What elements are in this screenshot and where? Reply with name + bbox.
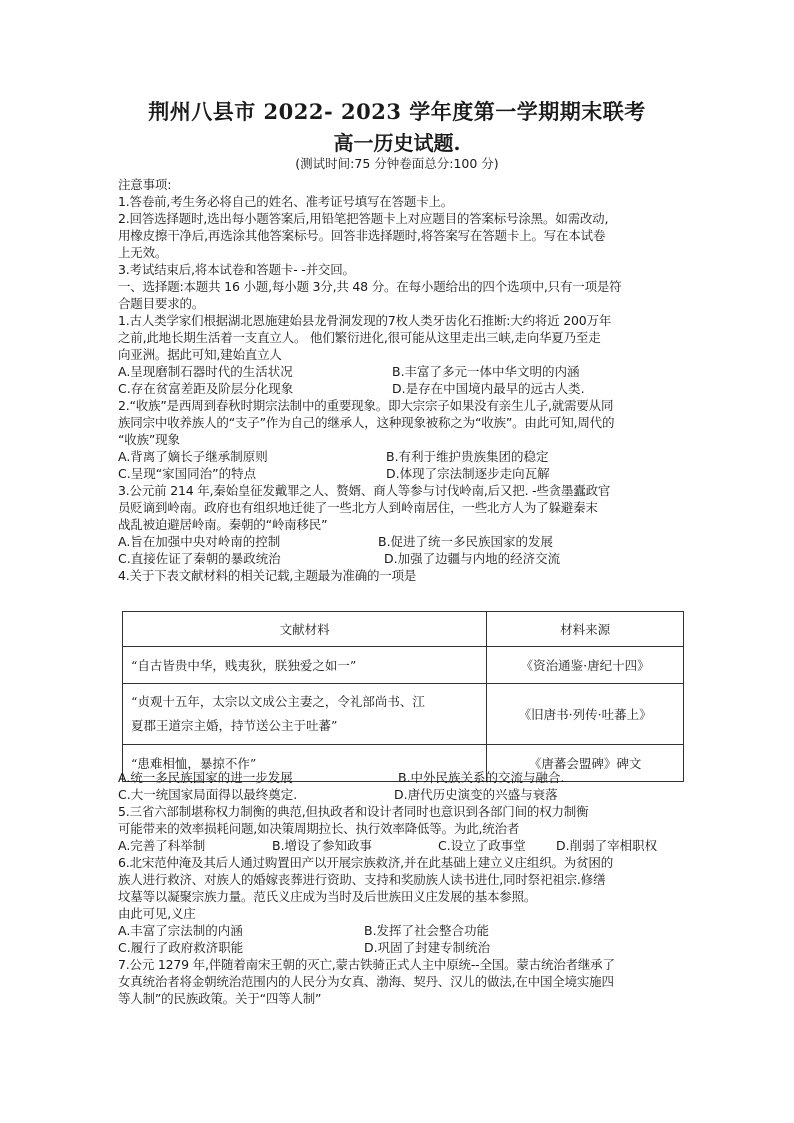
source-table (122, 611, 684, 782)
question-stem: 等人制”的民族政策。关于“四等人制” (118, 991, 322, 1006)
note-line: 用橡皮擦干净后,再选涂其他答案标号。回答非选择题时,将答案写在答题卡上。写在本试卷 (118, 228, 606, 243)
option-d: D.巩固了封建专制统治 (364, 940, 491, 955)
table-cell-line: “贞观十五年，太宗以文成公主妻之，令礼部尚书、江 (131, 694, 425, 709)
question-stem: 族同宗中收养族人的“支子”作为自己的继承人，这种现象被称之为“收族”。由此可知,周代的 (118, 415, 615, 430)
option-d: D.体现了宗法制逐步走向瓦解 (386, 466, 550, 481)
option-c: C.履行了政府救济职能 (118, 940, 244, 955)
option-c: C.呈现“家国同治”的特点 (118, 466, 257, 481)
option-a: A.旨在加强中央对岭南的控制 (118, 534, 281, 549)
option-c: C.直接佐证了秦朝的暴政统治 (118, 551, 281, 566)
table-cell: 《唐蕃会盟碑》碑文 (487, 745, 684, 782)
question-stem: 之前,此地长期生活着一支直立人。 他们繁衍进化,很可能从这里走出三峡,走向华夏乃至走 (118, 330, 601, 345)
table-cell: “患难相恤，暴掠不作” (123, 745, 487, 782)
option-d: D.唐代历史演变的兴盛与衰落 (394, 787, 558, 802)
exam-subtitle: 高一历史试题. (333, 131, 461, 155)
table-header-row (123, 612, 684, 647)
option-d: D.是存在中国境内最早的远古人类. (392, 381, 585, 396)
question-stem: 1.古人类学家们根据湖北恩施建始县龙骨洞发现的7枚人类牙齿化石推断:大约将近 200万年 (118, 313, 612, 328)
option-d: D.加强了边疆与内地的经济交流 (384, 551, 561, 566)
table-row (123, 684, 684, 745)
option-b: B.中外民族关系的交流与融合. (398, 770, 565, 785)
question-stem: 坟墓等以凝聚宗族力量。范氏义庄成为当时及后世族田义庄发展的基本参照。 (118, 889, 537, 904)
table-cell: “自古皆贵中华，贱夷狄，朕独爱之如一” (123, 647, 487, 684)
question-stem: 可能带来的效率损耗问题,如决策周期拉长、执行效率降低等。为此,统治者 (118, 821, 520, 836)
exam-title: 荆州八县市 2022- 2023 学年度第一学期期末联考 (148, 99, 646, 124)
table-cell: 《资治通鉴·唐纪十四》 (487, 647, 684, 684)
option-c: C.大一统国家局面得以最终奠定. (118, 787, 298, 802)
table-cell (123, 684, 487, 745)
table-header-cell: 材料来源 (487, 612, 684, 647)
option-c: C.设立了政事堂 (438, 838, 526, 853)
notes-heading: 注意事项: (118, 177, 172, 192)
option-b: B.发挥了社会整合功能 (364, 923, 490, 938)
question-stem: 6.北宋范仲淹及其后人通过购置田产以开展宗族救济,并在此基础上建立义庄组织。为贫困的 (118, 855, 614, 870)
table-cell-line: 夏郡王道宗主婚，持节送公主于吐蕃” (131, 718, 338, 733)
question-stem: “收族”现象 (118, 432, 180, 447)
question-stem: 女真统治者将金朝统治范围内的人民分为女真、渤海、契丹、汉儿的做法,在中国全境实施四 (118, 974, 614, 989)
option-b: B.促进了统一多民族国家的发展 (378, 534, 554, 549)
option-c: C.存在贫富差距及阶层分化现象 (118, 381, 294, 396)
question-stem: 战乱被迫避居岭南。秦朝的“岭南移民” (118, 517, 328, 532)
section-heading: 合题目要求的。 (118, 296, 205, 311)
question-stem: 员贬谪到岭南。政府也有组织地迁徙了一些北方人到岭南居住，一些北方人为了躲避秦末 (118, 500, 598, 515)
exam-meta: (测试时间:75 分钟卷面总分:100 分) (295, 156, 499, 171)
option-a: A.统一多民族国家的进一步发展 (118, 770, 293, 785)
question-stem: 4.关于下表文献材料的相关记载,主题最为准确的一项是 (118, 568, 417, 583)
question-stem: 由此可见,义庄 (118, 906, 196, 921)
table-row (123, 647, 684, 684)
option-a: A.背离了嫡长子继承制原则 (118, 449, 268, 464)
question-stem: 3.公元前 214 年,秦始皇征发戴罪之人、赘婿、商人等参与讨伐岭南,后又把. -些贪墨蠹政官 (118, 483, 611, 498)
note-line: 2.回答选择题时,选出每小题答案后,用铅笔把答题卡上对应题目的答案标号涂黑。如需改动, (118, 211, 609, 226)
note-line: 3.考试结束后,将本试卷和答题卡- -并交回。 (118, 262, 355, 277)
option-b: B.增设了参知政事 (272, 838, 373, 853)
option-b: B.有利于维护贵族集团的稳定 (386, 449, 549, 464)
question-stem: 族人进行救济、对族人的婚嫁丧葬进行资助、支持和奖励族人读书进仕,同时祭祀祖宗.修缮 (118, 872, 606, 887)
section-heading: 一、选择题:本题共 16 小题,每小题 3分,共 48 分。在每小题给出的四个选项中,只有一项是符 (118, 279, 622, 294)
question-stem: 7.公元 1279 年,伴随着南宋王朝的灭亡,蒙古铁骑正式人主中原统--全国。蒙古统治者继承了 (118, 957, 615, 972)
option-a: A.丰富了宗法制的内涵 (118, 923, 243, 938)
question-stem: 2.“收族”是西周到春秋时期宗法制中的重要现象。即大宗宗子如果没有亲生儿子,就需要从同 (118, 398, 614, 413)
question-stem: 向亚洲。据此可知,建始直立人 (118, 347, 282, 362)
note-line: 上无效。 (118, 245, 168, 260)
option-a: A.完善了科举制 (118, 838, 206, 853)
table-cell: 《旧唐书·列传·吐蕃上》 (487, 684, 684, 745)
note-line: 1.答卷前,考生务必将自己的姓名、准考证号填写在答题卡上。 (118, 194, 454, 209)
option-d: D.削弱了宰相职权 (556, 838, 658, 853)
option-a: A.呈现磨制石器时代的生活状况 (118, 364, 293, 379)
question-stem: 5.三省六部制堪称权力制衡的典范,但执政者和设计者同时也意识到各部门间的权力制衡 (118, 804, 589, 819)
option-b: B.丰富了多元一体中华文明的内涵 (392, 364, 580, 379)
table-header-cell: 文献材料 (123, 612, 487, 647)
